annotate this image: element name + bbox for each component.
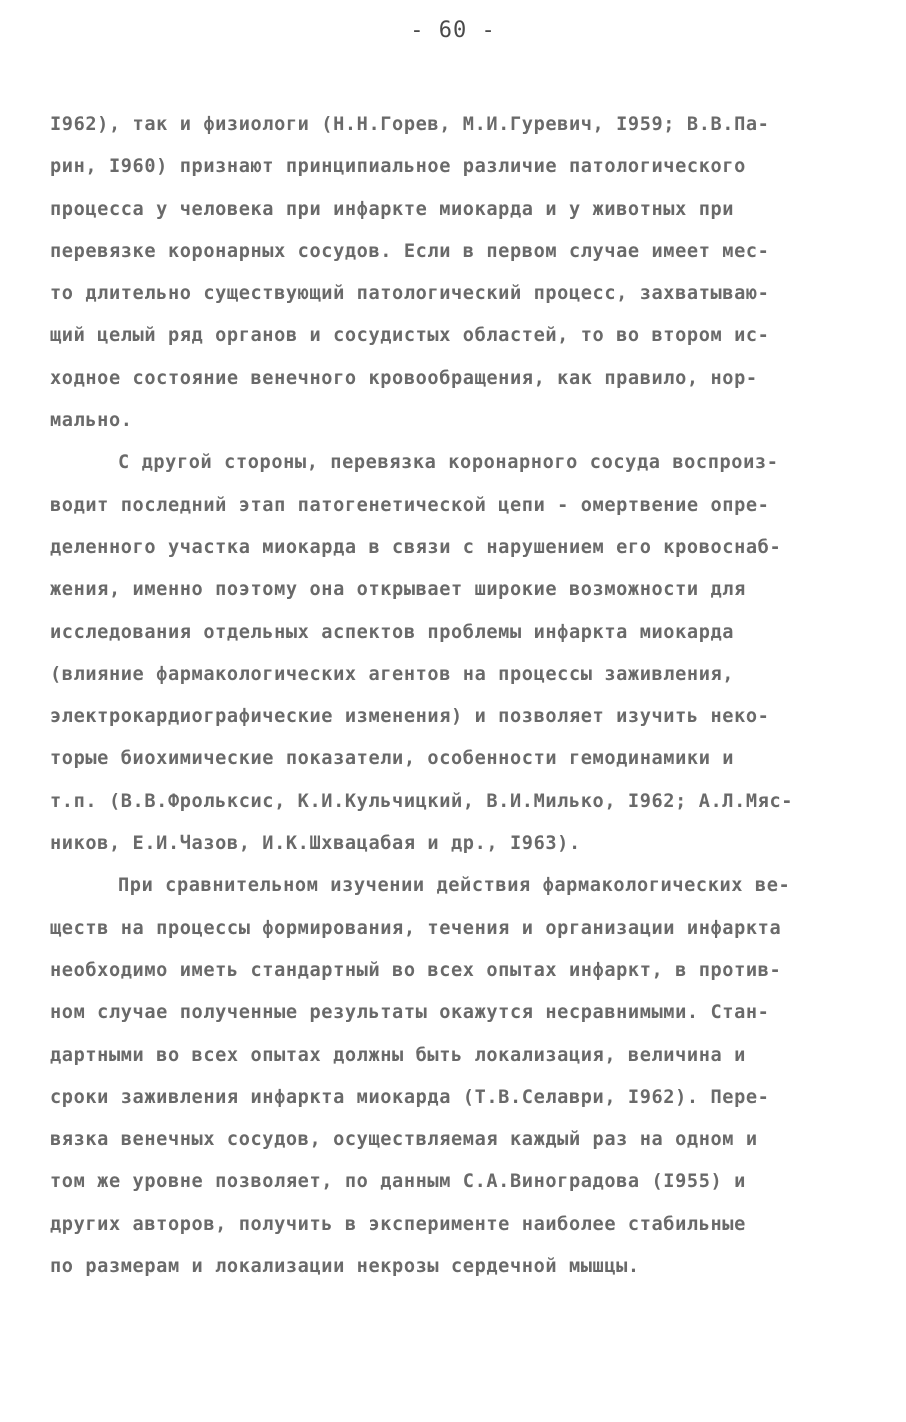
text-line: то длительно существующий патологический процесс, захватываю- xyxy=(50,283,770,305)
text-line: водит последний этап патогенетической цепи - омертвение опре- xyxy=(50,494,770,516)
text-line: других авторов, получить в эксперименте наиболее стабильные xyxy=(50,1213,746,1235)
text-line: ников, Е.И.Чазов, И.К.Шхвацабая и др., I963). xyxy=(50,833,581,855)
text-line: С другой стороны, перевязка коронарного сосуда воспроиз- xyxy=(118,452,779,474)
text-line: рин, I960) признают принципиальное различие патологического xyxy=(50,156,746,178)
text-line: по размерам и локализации некрозы сердечной мышцы. xyxy=(50,1256,640,1278)
text-line: т.п. (В.В.Фрольксис, К.И.Кульчицкий, В.И.Милько, I962; А.Л.Мяс- xyxy=(50,790,794,812)
text-line: деленного участка миокарда в связи с нарушением его кровоснаб- xyxy=(50,536,782,558)
text-line: щий целый ряд органов и сосудистых областей, то во втором ис- xyxy=(50,325,770,347)
text-line: жения, именно поэтому она открывает широкие возможности для xyxy=(50,579,746,601)
text-line: ществ на процессы формирования, течения и организации инфаркта xyxy=(50,917,782,939)
text-line: перевязке коронарных сосудов. Если в первом случае имеет мес- xyxy=(50,240,770,262)
text-line: торые биохимические показатели, особенности гемодинамики и xyxy=(50,748,735,770)
text-line: (влияние фармакологических агентов на процессы заживления, xyxy=(50,663,735,685)
paragraph-1 xyxy=(50,104,870,442)
page-number: - 60 - xyxy=(410,18,496,43)
text-line: сроки заживления инфаркта миокарда (Т.В.Селаври, I962). Пере- xyxy=(50,1086,770,1108)
paragraph-3 xyxy=(50,865,870,1288)
text-line: I962), так и физиологи (Н.Н.Горев, М.И.Гуревич, I959; В.В.Па- xyxy=(50,114,770,135)
text-line: вязка венечных сосудов, осуществляемая каждый раз на одном и xyxy=(50,1129,758,1151)
text-line: При сравнительном изучении действия фармакологических ве- xyxy=(118,875,791,897)
paragraph-2 xyxy=(50,442,870,865)
text-line: дартными во всех опытах должны быть локализация, величина и xyxy=(50,1044,746,1066)
text-line: процесса у человека при инфаркте миокарда и у животных при xyxy=(50,198,735,220)
text-line: необходимо иметь стандартный во всех опытах инфаркт, в против- xyxy=(50,959,782,981)
text-line: мально. xyxy=(50,410,133,432)
text-line: ходное состояние венечного кровообращения, как правило, нор- xyxy=(50,367,758,389)
document-body xyxy=(50,104,870,1288)
text-line: электрокардиографические изменения) и позволяет изучить неко- xyxy=(50,706,770,728)
text-line: том же уровне позволяет, по данным С.А.Виноградова (I955) и xyxy=(50,1171,746,1193)
text-line: ном случае полученные результаты окажутся несравнимыми. Стан- xyxy=(50,1002,770,1024)
text-line: исследования отдельных аспектов проблемы инфаркта миокарда xyxy=(50,621,735,643)
